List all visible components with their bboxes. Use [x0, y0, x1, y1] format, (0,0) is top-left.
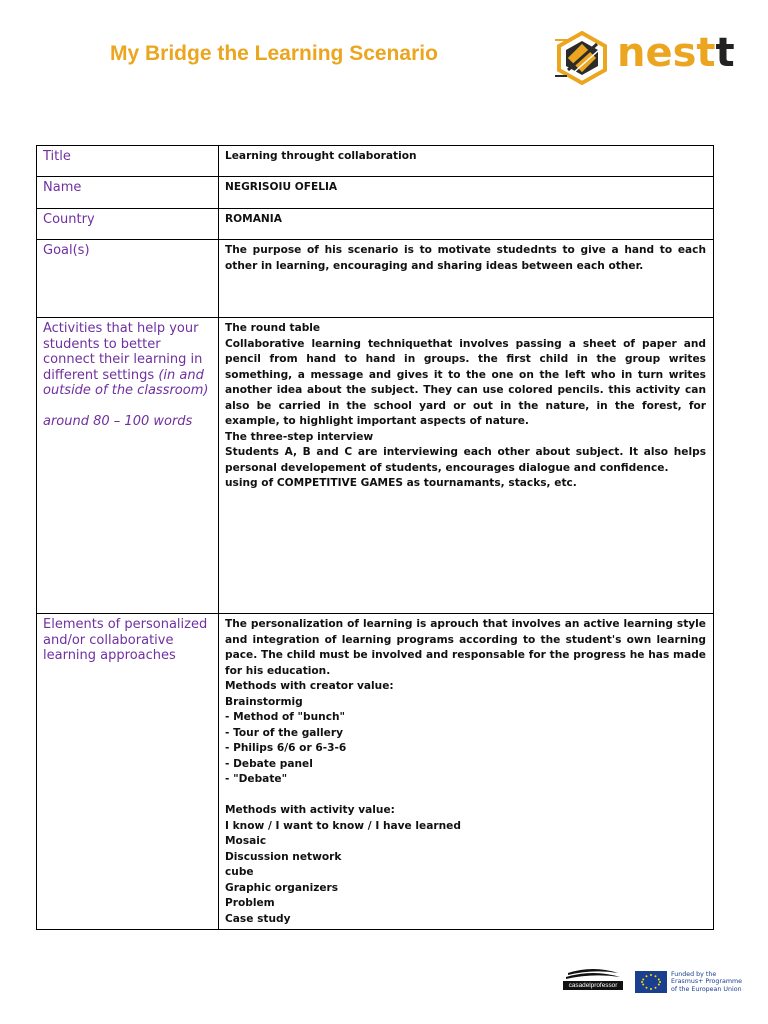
name-value-text: NEGRISOIU OFELIA: [225, 181, 338, 193]
elements-line: - Tour of the gallery: [225, 726, 343, 739]
goals-label: Goal(s): [37, 240, 219, 318]
activities-label-main: Activities that help your students to better connect their learning in different settings: [43, 321, 203, 383]
elements-line: Mosaic: [225, 835, 267, 847]
casadelprofessor-logo: [562, 966, 624, 994]
name-value: [219, 177, 714, 209]
elements-line: Brainstormig: [225, 695, 303, 708]
activities-line: The round table: [225, 322, 321, 334]
table-row-name: [37, 177, 714, 209]
goals-value: [219, 240, 714, 318]
activities-line: Collaborative learning techniquethat involves passing a sheet of paper and pencil from hand to hand in groups. the first child in the group writes something, a message and gives it to the one on the left who in turn writes another idea about the subject. They can use colored pencils. this activity can also be carried in the school yard or out in the nature, in the forest, for example, to highlight important aspects of nature.: [225, 337, 706, 427]
eu-text-line: Funded by the: [671, 971, 717, 978]
goals-value-text: The purpose of his scenario is to motivate studednts to give a hand to each other in learning, encouraging and sharing ideas between each other.: [225, 244, 706, 272]
elements-line: Problem: [225, 897, 275, 909]
elements-value: [219, 614, 714, 930]
elements-line: cube: [225, 866, 254, 878]
table-row-goals: [37, 240, 714, 318]
elements-line: - "Debate": [225, 773, 288, 785]
elements-line: Methods with activity value:: [225, 804, 395, 816]
nestt-emblem-icon: [553, 30, 611, 86]
title-value-text: Learning throught collaboration: [225, 150, 417, 162]
eu-funding-text: [671, 971, 742, 993]
casadelprofessor-text: casadelprofessor: [568, 982, 618, 989]
elements-line: - Debate panel: [225, 757, 313, 770]
elements-line: - Method of "bunch": [225, 711, 346, 723]
erasmus-eu-logo: [635, 970, 747, 994]
scenario-table: [36, 145, 714, 930]
document-title: My Bridge the Learning Scenario: [110, 42, 438, 65]
elements-line: - Philips 6/6 or 6-3-6: [225, 742, 347, 754]
eu-text-line: Erasmus+ Programme: [671, 978, 742, 986]
activities-value: [219, 318, 714, 614]
title-value: [219, 146, 714, 177]
eu-flag-icon: [635, 971, 667, 993]
elements-line: Discussion network: [225, 850, 342, 863]
elements-line: Methods with creator value:: [225, 680, 394, 692]
activities-label: [37, 318, 219, 614]
logo-wordmark-last: t: [715, 30, 735, 76]
table-row-activities: [37, 318, 714, 614]
title-label: Title: [37, 146, 219, 177]
activities-label-note: (in and outside of the classroom): [43, 367, 209, 398]
nestt-logo: [553, 28, 743, 88]
activities-word-count: around 80 – 100 words: [43, 414, 193, 429]
country-label: Country: [37, 209, 219, 240]
elements-line: The personalization of learning is aprouch that involves an active learning style and integration of learning programs according to the student's own learning pace. The child must be involved and responsable for the progress he has made for his education.: [225, 618, 706, 677]
elements-line: I know / I want to know / I have learned: [225, 819, 461, 832]
eu-text-line: of the European Union: [671, 985, 742, 993]
logo-wordmark-main: nest: [617, 30, 716, 76]
name-label: Name: [37, 177, 219, 209]
table-row-elements: [37, 614, 714, 930]
table-row-country: [37, 209, 714, 240]
logo-wordmark: [617, 30, 735, 76]
elements-line: Case study: [225, 912, 291, 925]
elements-line: [225, 788, 706, 804]
elements-line: Graphic organizers: [225, 881, 339, 894]
activities-line: using of COMPETITIVE GAMES as tournamants, stacks, etc.: [225, 477, 577, 489]
country-value: [219, 209, 714, 240]
elements-label: Elements of personalized and/or collaborative learning approaches: [37, 614, 219, 930]
activities-line: Students A, B and C are interviewing each other about subject. It also helps personal developement of students, encourages dialogue and confidence.: [225, 446, 706, 474]
activities-line: The three-step interview: [225, 430, 374, 443]
country-value-text: ROMANIA: [225, 213, 282, 225]
table-row-title: [37, 146, 714, 177]
